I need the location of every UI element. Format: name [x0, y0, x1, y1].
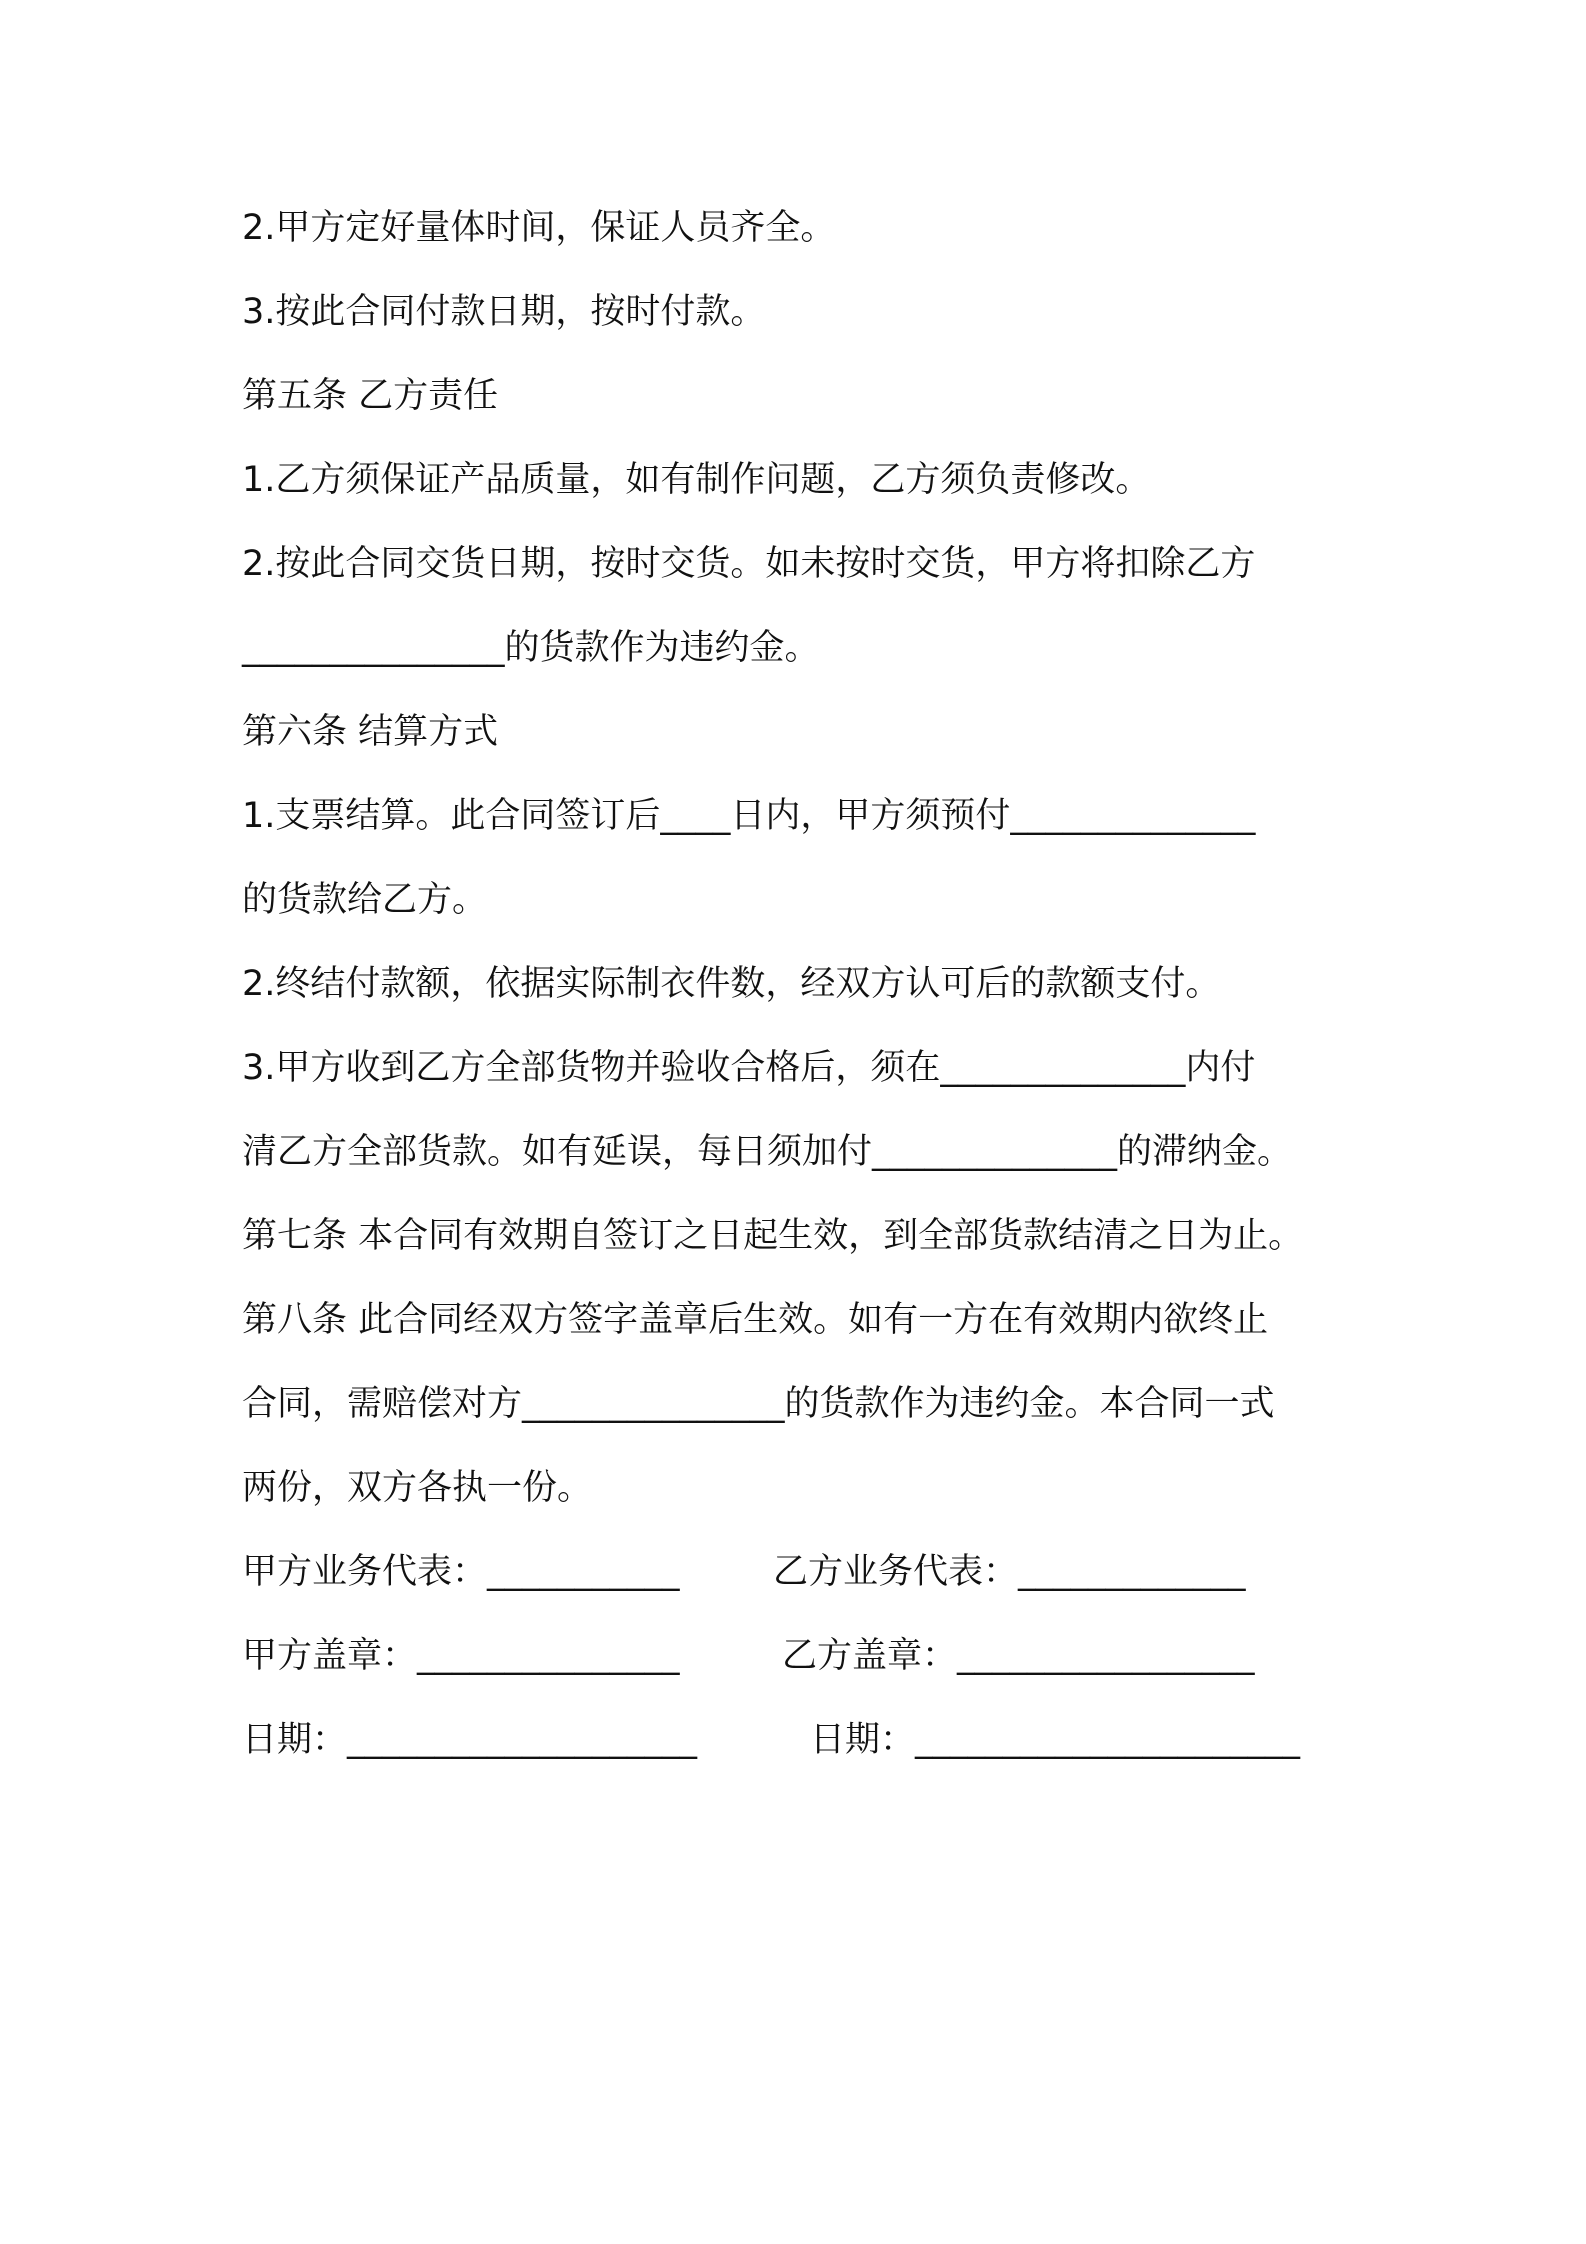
party-b-representative: 乙方业务代表：_____________ — [773, 1552, 1246, 1592]
article-heading: 第五条 乙方责任 — [242, 376, 499, 416]
party-a-seal: 甲方盖章：_______________ — [242, 1636, 680, 1676]
clause-line: 1.乙方须保证产品质量，如有制作问题，乙方须负责修改。 — [242, 460, 1151, 500]
clause-line: _______________的货款作为违约金。 — [242, 628, 820, 668]
clause-line: 2.终结付款额，依据实际制衣件数，经双方认可后的款额支付。 — [242, 964, 1221, 1004]
clause-line: 合同，需赔偿对方_______________的货款作为违约金。本合同一式 — [242, 1384, 1275, 1424]
clause-line: 3.按此合同付款日期，按时付款。 — [242, 292, 766, 332]
party-b-seal: 乙方盖章：_________________ — [782, 1636, 1255, 1676]
clause-line: 清乙方全部货款。如有延误，每日须加付______________的滞纳金。 — [242, 1132, 1293, 1172]
party-a-representative: 甲方业务代表：___________ — [242, 1552, 680, 1592]
clause-line: 3.甲方收到乙方全部货物并验收合格后，须在______________内付 — [242, 1048, 1256, 1088]
clause-line: 1.支票结算。此合同签订后____日内，甲方须预付______________ — [242, 796, 1256, 836]
article-line: 第七条 本合同有效期自签订之日起生效，到全部货款结清之日为止。 — [242, 1216, 1304, 1256]
clause-line: 2.按此合同交货日期，按时交货。如未按时交货，甲方将扣除乙方 — [242, 544, 1256, 584]
clause-line: 两份，双方各执一份。 — [242, 1468, 593, 1508]
clause-line: 2.甲方定好量体时间，保证人员齐全。 — [242, 208, 836, 248]
article-heading: 第六条 结算方式 — [242, 712, 499, 752]
article-line: 第八条 此合同经双方签字盖章后生效。如有一方在有效期内欲终止 — [242, 1300, 1269, 1340]
party-b-date: 日期：______________________ — [810, 1720, 1301, 1760]
clause-line: 的货款给乙方。 — [242, 880, 488, 920]
party-a-date: 日期：____________________ — [242, 1720, 698, 1760]
